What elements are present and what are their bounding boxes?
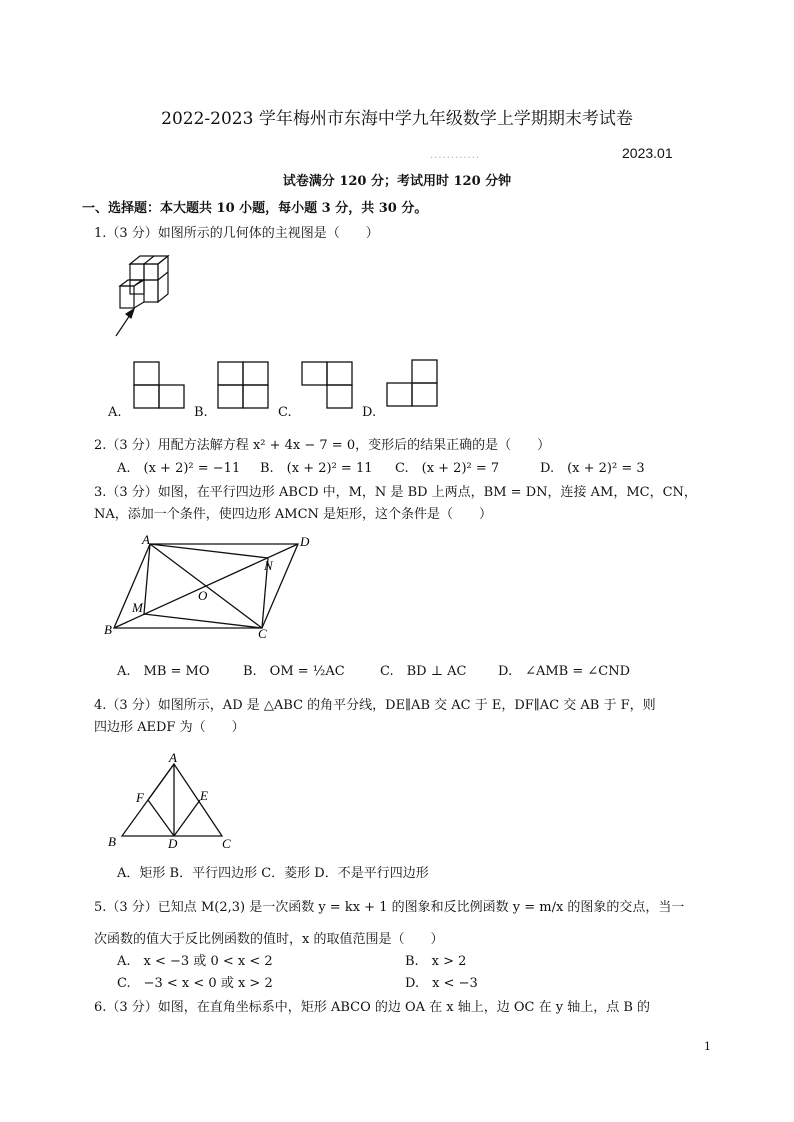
exam-info: 试卷满分 120 分；考试用时 120 分钟 (282, 174, 512, 189)
question-5-line-2: 次函数的值大于反比例函数的值时，x 的取值范围是（ ） (94, 932, 444, 947)
q4-label-d: D (168, 836, 178, 851)
q4-label-b: B (108, 834, 116, 849)
q4-label-a: A (169, 750, 177, 765)
question-6-line-1: 6.（3 分）如图，在直角坐标系中，矩形 ABCO 的边 OA 在 x 轴上，边 OC 在 y 轴上，点 B 的 (94, 1000, 651, 1015)
q2-option-c: C. (x + 2)² = 7 (395, 461, 500, 476)
q5-option-a: A. x < −3 或 0 < x < 2 (117, 954, 273, 969)
question-2-text: 2.（3 分）用配方法解方程 x² + 4x − 7 = 0，变形后的结果正确的是（ ） (94, 438, 551, 453)
q3-label-c: C (258, 626, 267, 641)
q2-option-d: D. (x + 2)² = 3 (540, 461, 645, 476)
q3-label-n: N (264, 558, 273, 573)
q3-option-a: A. MB = MO (117, 664, 210, 679)
q1-option-d-label: D. (362, 405, 377, 420)
q3-parallelogram-figure (104, 534, 324, 639)
q2-option-a: A. (x + 2)² = −11 (117, 461, 241, 476)
q2-option-b: B. (x + 2)² = 11 (260, 461, 373, 476)
page-title: 2022-2023 学年梅州市东海中学九年级数学上学期期末考试卷 (161, 109, 633, 129)
q3-option-b: B. OM = ½AC (243, 664, 345, 679)
q4-label-c: C (222, 836, 231, 851)
q1-solid-figure (110, 250, 180, 340)
question-3-line-1: 3.（3 分）如图，在平行四边形 ABCD 中，M，N 是 BD 上两点，BM = DN，连接 AM，MC，CN， (94, 485, 697, 500)
question-3-line-2: NA，添加一个条件，使四边形 AMCN 是矩形，这个条件是（ ） (94, 507, 493, 522)
q1-option-c-figure (300, 360, 354, 410)
q3-label-o: O (198, 588, 208, 603)
question-1-text: 1.（3 分）如图所示的几何体的主视图是（ ） (94, 226, 379, 241)
q1-option-b-label: B. (194, 405, 208, 420)
q1-option-b-figure (216, 360, 270, 410)
q4-options: A．矩形 B．平行四边形 C．菱形 D．不是平行四边形 (117, 866, 429, 881)
q1-option-a-figure (132, 360, 186, 410)
q3-option-d: D. ∠AMB = ∠CND (498, 664, 631, 679)
q3-label-d: D (300, 534, 310, 549)
page-number: 1 (704, 1040, 711, 1053)
question-4-line-1: 4.（3 分）如图所示，AD 是 △ABC 的角平分线，DE∥AB 交 AC 于 E，DF∥AC 交 AB 于 F，则 (94, 698, 656, 713)
question-4-line-2: 四边形 AEDF 为（ ） (94, 720, 245, 735)
exam-date: 2023.01 (622, 145, 673, 161)
q5-option-c: C. −3 < x < 0 或 x > 2 (117, 976, 273, 991)
q1-option-a-label: A. (108, 405, 122, 420)
q3-label-a: A (142, 532, 150, 547)
question-5-line-1: 5.（3 分）已知点 M(2,3) 是一次函数 y = kx + 1 的图象和反比例函数 y = m/x 的图象的交点，当一 (94, 900, 685, 915)
q3-option-c: C. BD ⊥ AC (380, 664, 467, 679)
q5-option-d: D. x < −3 (405, 976, 478, 991)
q5-option-b: B. x > 2 (405, 954, 467, 969)
q3-label-b: B (104, 622, 112, 637)
q1-option-d-figure (385, 358, 439, 410)
dotted-mark: ............ (430, 150, 481, 161)
q3-label-m: M (132, 600, 143, 615)
q4-label-e: E (200, 788, 208, 803)
q1-option-c-label: C. (278, 405, 292, 420)
section-heading: 一、选择题：本大题共 10 小题，每小题 3 分，共 30 分。 (82, 201, 428, 216)
q4-label-f: F (136, 790, 144, 805)
q4-triangle-figure (106, 750, 246, 850)
